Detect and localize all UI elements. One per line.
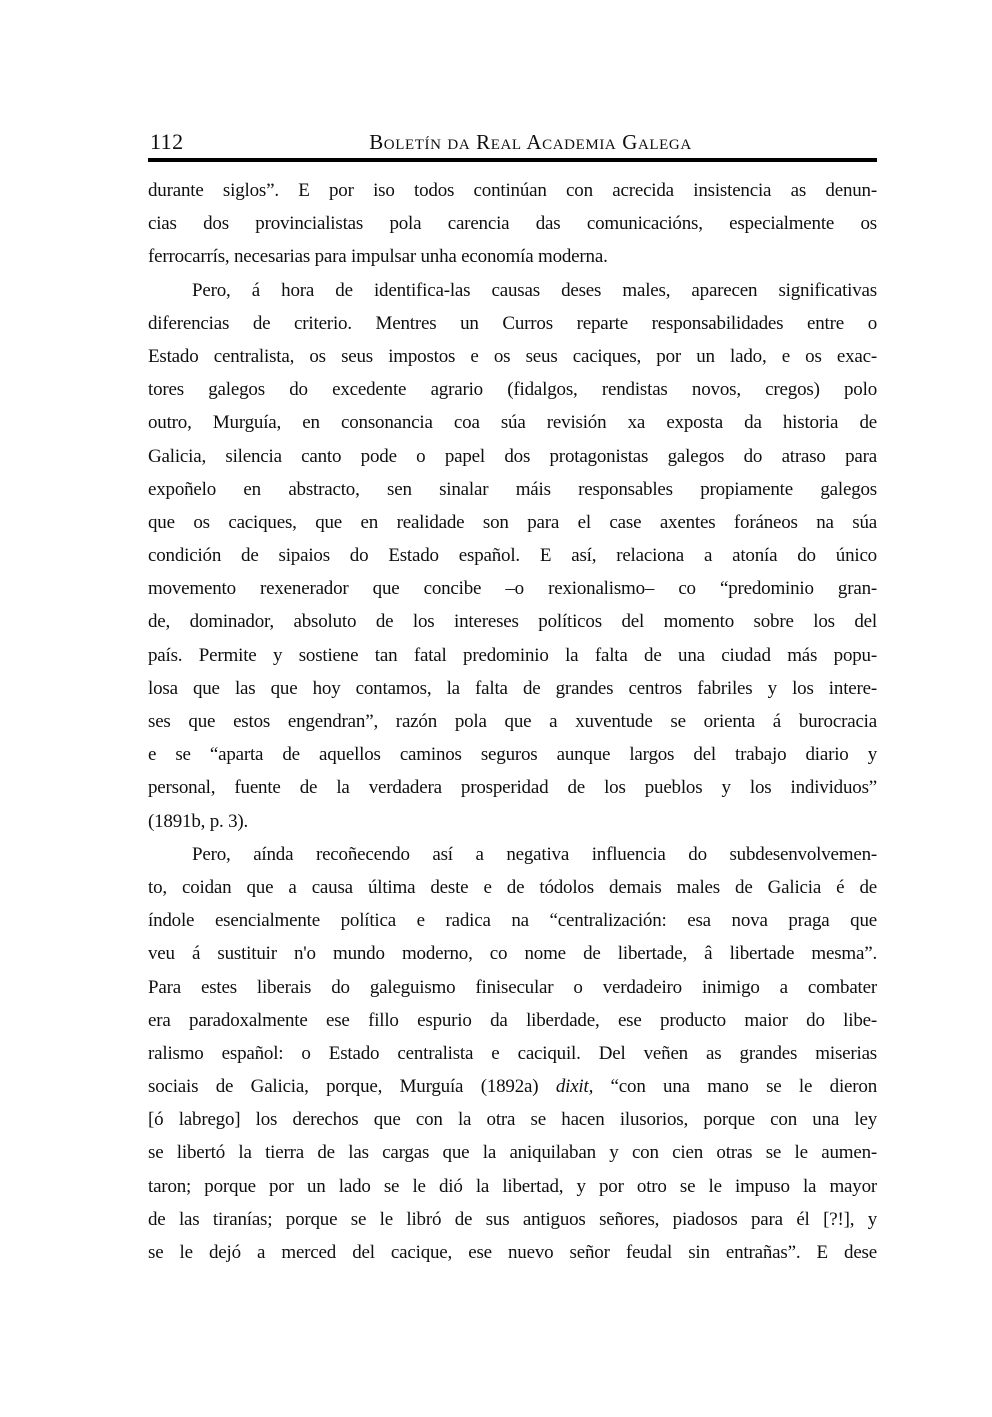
text-line — [148, 539, 877, 572]
text-line — [148, 971, 877, 1004]
text-segment: Galicia, silencia canto pode o papel dos protagonistas galegos do atraso para — [148, 445, 877, 467]
text-segment: taron; porque por un lado se le dió la libertad, y por otro se le impuso la mayor — [148, 1175, 877, 1197]
text-segment: se le dejó a merced del cacique, ese nuevo señor feudal sin entrañas”. E dese — [148, 1242, 877, 1263]
text-segment: Para estes liberais do galeguismo finisecular o verdadeiro inimigo a combater — [148, 976, 877, 998]
text-line — [148, 1037, 877, 1070]
text-line — [148, 340, 877, 373]
text-segment: índole esencialmente política e radica na “centralización: esa nova praga que — [148, 910, 877, 932]
text-line — [148, 605, 877, 638]
text-segment: sociais de Galicia, porque, Murguía (1892a) — [148, 1076, 556, 1098]
text-line — [148, 1203, 877, 1236]
text-segment: expoñelo en abstracto, sen sinalar máis responsables propiamente galegos — [148, 478, 877, 500]
text-line — [148, 1136, 877, 1169]
text-segment: to, coidan que a causa última deste e de tódolos demais males de Galicia é de — [148, 876, 877, 898]
text-line — [148, 1236, 877, 1269]
text-segment: dixit, — [555, 1076, 594, 1098]
text-segment: veu á sustituir n'o mundo moderno, co nome de libertade, â libertade mesma”. — [148, 943, 877, 965]
text-segment: condición de sipaios do Estado español. E así, relaciona a atonía do único — [148, 545, 877, 567]
text-line — [148, 440, 877, 473]
text-segment: Estado centralista, os seus impostos e os seus caciques, por un lado, e os exac- — [148, 345, 877, 367]
body-paragraph — [148, 838, 877, 1269]
text-line — [148, 240, 877, 273]
text-line — [148, 805, 877, 838]
text-line — [148, 1103, 877, 1136]
text-line — [148, 307, 877, 340]
page-body — [148, 174, 877, 1269]
text-segment: de, dominador, absoluto de los intereses políticos del momento sobre los del — [148, 611, 877, 633]
text-segment: cias dos provincialistas pola carencia das comunicacións, especialmente os — [148, 213, 877, 235]
text-segment: se libertó la tierra de las cargas que la aniquilaban y con cien otras se le aumen- — [148, 1142, 877, 1164]
text-segment: diferencias de criterio. Mentres un Curros reparte responsabilidades entre o — [148, 312, 877, 334]
text-line — [148, 1170, 877, 1203]
text-line — [148, 838, 877, 871]
text-line — [148, 174, 877, 207]
text-segment: movemento rexenerador que concibe –o rexionalismo– co “predominio gran- — [148, 578, 877, 600]
text-line — [148, 705, 877, 738]
text-segment: losa que las que hoy contamos, la falta de grandes centros fabriles y los intere- — [148, 677, 877, 699]
text-line — [148, 1004, 877, 1037]
text-line — [148, 937, 877, 970]
text-line — [148, 738, 877, 771]
text-line — [148, 572, 877, 605]
text-segment: que os caciques, que en realidade son para el case axentes foráneos na súa — [148, 511, 877, 533]
text-segment: “con una mano se le dieron — [593, 1076, 877, 1098]
text-segment: país. Permite y sostiene tan fatal predominio la falta de una ciudad más popu- — [148, 644, 877, 666]
text-line — [148, 672, 877, 705]
text-segment: era paradoxalmente ese fillo espurio da liberdade, ese producto maior do libe- — [148, 1009, 877, 1031]
text-segment: de las tiranías; porque se le libró de sus antiguos señores, piadosos para él [?!], y — [148, 1208, 877, 1230]
running-title: Boletín da Real Academia Galega — [369, 130, 692, 154]
body-paragraph — [148, 274, 877, 838]
text-line — [148, 406, 877, 439]
text-line — [148, 274, 877, 307]
text-line — [148, 904, 877, 937]
header-rule — [148, 158, 877, 162]
text-segment: durante siglos”. E por iso todos continúan con acrecida insistencia as denun- — [148, 180, 877, 201]
text-line — [148, 771, 877, 804]
text-segment: ses que estos engendran”, razón pola que a xuventude se orienta á burocracia — [148, 711, 877, 732]
text-segment: ralismo español: o Estado centralista e caciquil. Del veñen as grandes miserias — [148, 1042, 877, 1064]
text-segment: ferrocarrís, necesarias para impulsar unha economía moderna. — [148, 246, 608, 268]
text-segment: Pero, aínda recoñecendo así a negativa influencia do subdesenvolvemen- — [192, 843, 877, 865]
body-paragraph — [148, 174, 877, 274]
text-line — [148, 373, 877, 406]
text-segment: [ó labrego] los derechos que con la otra se hacen ilusorios, porque con una ley — [148, 1109, 877, 1131]
text-segment: (1891b, p. 3). — [148, 810, 249, 832]
text-line — [148, 1070, 877, 1103]
page-header — [148, 128, 877, 156]
text-line — [148, 639, 877, 672]
text-segment: personal, fuente de la verdadera prosperidad de los pueblos y los individuos” — [148, 777, 877, 799]
text-line — [148, 473, 877, 506]
text-segment: tores galegos do excedente agrario (fidalgos, rendistas novos, cregos) polo — [148, 379, 877, 401]
text-segment: e se “aparta de aquellos caminos seguros aunque largos del trabajo diario y — [148, 744, 877, 766]
text-line — [148, 871, 877, 904]
text-segment: outro, Murguía, en consonancia coa súa revisión xa exposta da historia de — [148, 412, 877, 434]
text-line — [148, 506, 877, 539]
text-segment: Pero, á hora de identifica-las causas deses males, aparecen significativas — [192, 279, 877, 301]
page-number: 112 — [150, 129, 184, 154]
text-line — [148, 207, 877, 240]
